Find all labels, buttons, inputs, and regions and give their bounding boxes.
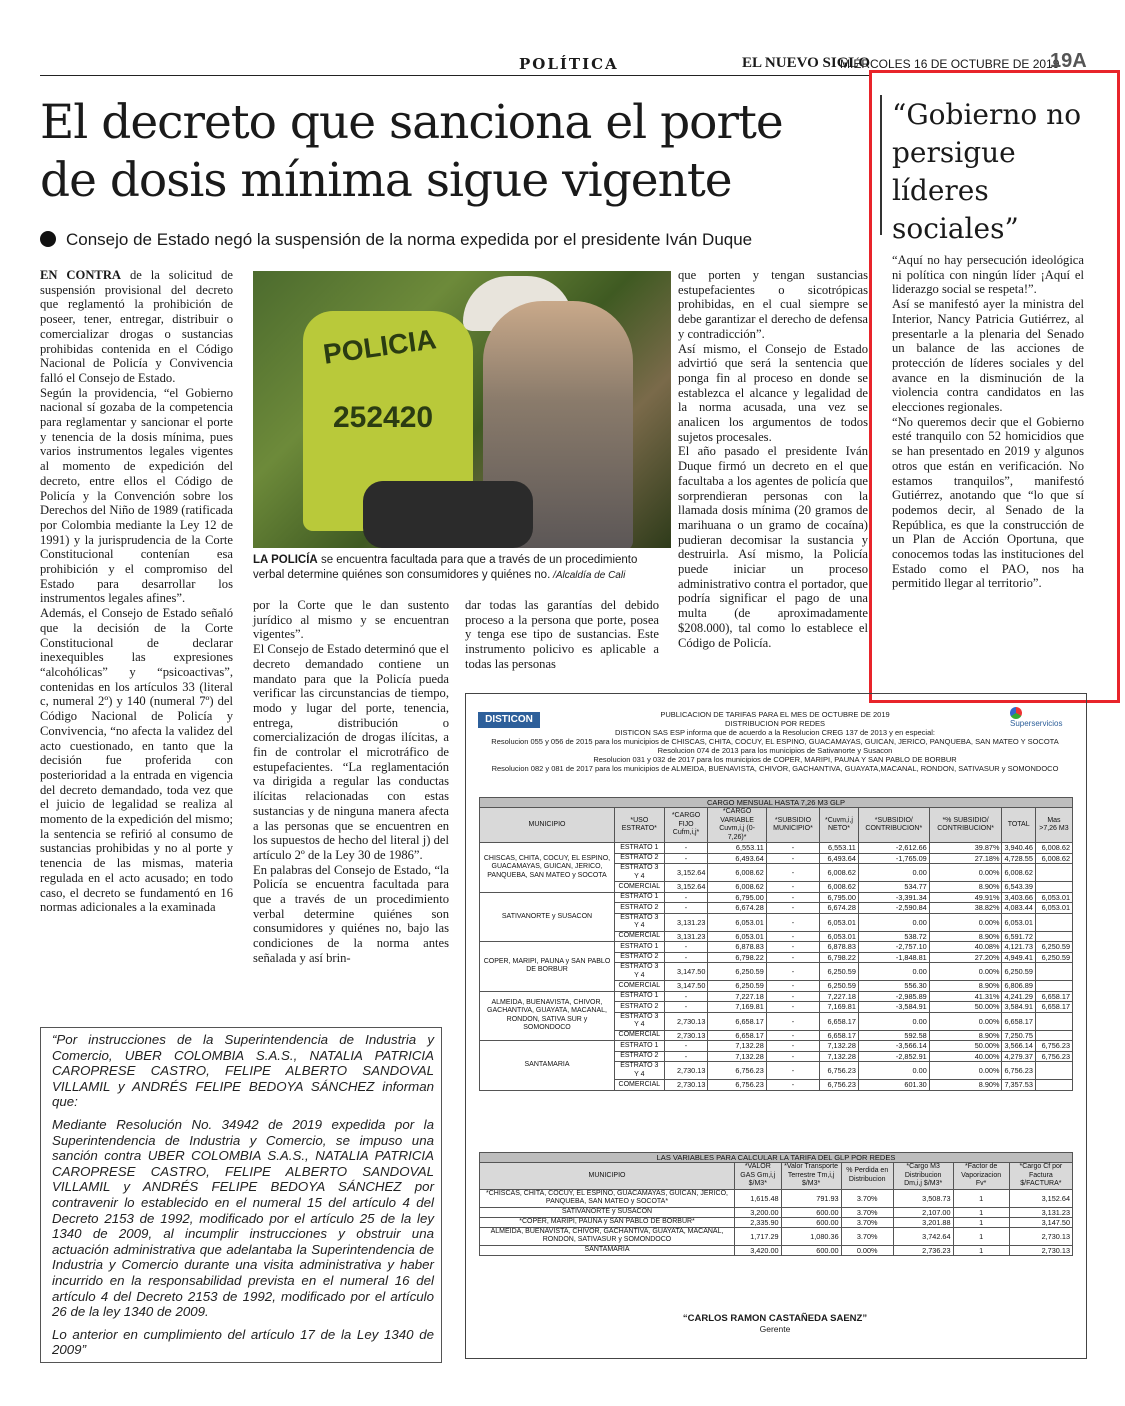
table-cell <box>1035 882 1072 893</box>
table-cell: 6,250.59 <box>820 981 859 992</box>
table-cell: 3,152.64 <box>1009 1189 1072 1207</box>
table-cell: 534.77 <box>858 882 929 893</box>
table-cell <box>1035 1080 1072 1091</box>
subheadline-text: Consejo de Estado negó la suspensión de la norma expedida por el presidente Iván Duque <box>66 230 753 249</box>
table-cell: 8.90% <box>929 1080 1002 1091</box>
signer-name: “CARLOS RAMON CASTAÑEDA SAENZ” <box>682 1313 868 1324</box>
table-cell: COMERCIAL <box>615 981 665 992</box>
table-cell: 39.87% <box>929 843 1002 854</box>
table-cell: - <box>766 1041 819 1052</box>
table-cell: 6,806.89 <box>1002 981 1035 992</box>
table-cell: 7,169.81 <box>708 1002 766 1013</box>
table-cell: - <box>664 991 708 1002</box>
table-cell: 50.00% <box>929 1041 1002 1052</box>
table-cell: 3.70% <box>841 1207 893 1217</box>
table-cell: 6,756.23 <box>1035 1051 1072 1062</box>
table-row <box>480 991 1073 1002</box>
municipio-cell: SANTAMARIA <box>480 1041 615 1091</box>
municipio-cell: COPER, MARIPI, PAUNA y SAN PABLO DE BORBUR <box>480 942 615 992</box>
table-cell: 49.91% <box>929 892 1002 903</box>
table-cell: 38.82% <box>929 903 1002 914</box>
tarifas-title-1: PUBLICACION DE TARIFAS PARA EL MES DE OCTUBRE DE 2019 <box>660 710 890 719</box>
table-cell: 6,658.17 <box>708 1030 766 1041</box>
table-cell: 8.90% <box>929 931 1002 942</box>
table-cell: 0.00 <box>858 1012 929 1030</box>
table-cell: 6,658.17 <box>1002 1012 1035 1030</box>
table-cell: 0.00% <box>929 963 1002 981</box>
table-cell: ESTRATO 1 <box>615 991 665 1002</box>
article-column-2: por la Corte que le dan sustento jurídico al mismo y se encuentran vigentes”. El Consejo de Estado determinó que el decreto demandado contiene un mandato para que la Policía pueda verificar las circunstancias de tiempo, modo y lugar del porte, tenencia, entrega, distribución o comercialización de drogas ilícitas, a fin de controlar el microtráfico de estupefacientes. “La reglamentación va dirigida a regular las conductas ilícitas relacionadas con estas sustancias y de ninguna manera afecta a las personas que se encuentren en los supuestos de hecho del literal j) del artículo 2º de la Ley 30 de 1986”. En palabras del Consejo de Estado, “la Policía se encuentra facultada para que a través de un procedimiento verbal determine quiénes son consumidores y quiénes no, bajo las condiciones de la norma antes señalada y así brin- <box>253 598 449 965</box>
tarifas-title-2: DISTRIBUCION POR REDES <box>724 719 825 728</box>
table-cell: 6,553.11 <box>708 843 766 854</box>
page-number: 19A <box>1050 50 1087 72</box>
table-cell: - <box>664 892 708 903</box>
table-cell: 6,795.00 <box>708 892 766 903</box>
table-cell: - <box>766 903 819 914</box>
signature-block <box>465 1313 1085 1335</box>
table-header-row <box>480 1163 1073 1190</box>
table-cell <box>1035 1012 1072 1030</box>
table-cell: - <box>664 942 708 953</box>
table-row <box>480 1041 1073 1052</box>
tarifas-line-2: Resolucion 055 y 056 de 2015 para los municipios de CHISCAS, CHITA, COCUY, EL ESPINO, GUACAMAYAS, GUICAN, JERICO, PANQUEBA, SAN MATEO Y SOCOTA <box>491 737 1059 746</box>
table-cell: 6,008.62 <box>1035 843 1072 854</box>
table-cell: 592.58 <box>858 1030 929 1041</box>
table-cell: ESTRATO 2 <box>615 1002 665 1013</box>
sidebar-body: “Aquí no hay persecución ideológica ni política con ningún líder ¡Aquí el liderazgo social se respeta!”. Así se manifestó ayer la ministra del Interior, Nancy Patricia Gutiérrez, al presentarle a la plenaria del Senado un balance de las acciones de protección de líderes sociales y del avance en la disminución de la violencia contra candidatos en las elecciones regionales. “No queremos decir que el Gobierno esté tranquilo con 52 homicidios que se han presentado en 2019 y algunos otros que están en verificación. No estamos tranquilos”, manifestó Gutiérrez, anotando que “lo que sí podemos decir, al Senado de la República, es que la construcción de un Plan de Acción Oportuna, que conocemos todas las instituciones del Estado como el PAO, nos ha permitido llegar al territorio”. <box>892 253 1084 591</box>
table-row <box>480 1207 1073 1217</box>
table-cell: 8.90% <box>929 1030 1002 1041</box>
table-cell: 2,730.13 <box>664 1080 708 1091</box>
table-cell: 2,736.23 <box>893 1245 953 1255</box>
table-cell: 6,250.59 <box>1035 942 1072 953</box>
table-cell: 6,756.23 <box>708 1062 766 1080</box>
table-cell: 791.93 <box>781 1189 841 1207</box>
table-cell: -2,590.84 <box>858 903 929 914</box>
notice-paragraph-2: Mediante Resolución No. 34942 de 2019 expedida por la Superintendencia de Industria y Comercio, se impuso una sanción contra UBER COLOMBIA S.A.S., NATALIA PATRICIA CAROPRESE CASTRO, FELIPE ALBERTO SANDOVAL VILLAMIL y ANDRÉS FELIPE BEDOYA SÁNCHEZ por contravenir lo establecido en el numeral 15 del artículo 4 del Decreto 2153 de 1992, modificado por el artículo 25 de la ley 1340 de 2009, al incumplir instrucciones y obstruir una actuación administrativa que adelantaba la Superintendencia de Industria y Comercio durante una visita administrativa y haber incurrido en la responsabilidad prevista en el numeral 16 del artículo 4 del Decreto 2153 de 1992, modificado por el artículo 26 de la ley 1340 de 2009. <box>52 1116 434 1320</box>
table-cell: - <box>664 952 708 963</box>
table-cell: 6,250.59 <box>1035 952 1072 963</box>
column-header: Mas >7,26 M3 <box>1035 808 1072 843</box>
table-cell: 2,730.13 <box>664 1030 708 1041</box>
table-cell: -1,765.09 <box>858 853 929 864</box>
table-cell: 4,241.29 <box>1002 991 1035 1002</box>
table-cell: - <box>766 931 819 942</box>
table-cell: 6,053.01 <box>708 913 766 931</box>
table-cell: -2,612.66 <box>858 843 929 854</box>
table-cell: 40.00% <box>929 1051 1002 1062</box>
article-column-3: dar todas las garantías del debido proceso a la persona que porte, posea y tenga ese tipo de sustancias. Este instrumento policivo es aplicable a todas las personas <box>465 598 659 671</box>
table-cell: 6,493.64 <box>820 853 859 864</box>
table-cell: 6,250.59 <box>1002 963 1035 981</box>
signer-role: Gerente <box>759 1324 791 1334</box>
table-cell: 3,152.64 <box>664 882 708 893</box>
table-cell: 8.90% <box>929 882 1002 893</box>
table-cell <box>1035 1030 1072 1041</box>
newspaper-name: EL NUEVO SIGLO <box>742 55 871 71</box>
table-cell: - <box>766 1080 819 1091</box>
table-cell: -3,566.14 <box>858 1041 929 1052</box>
column-header: % Perdida en Distribucion <box>841 1163 893 1190</box>
table-cell: - <box>664 843 708 854</box>
table-cell: 50.00% <box>929 1002 1002 1013</box>
table-cell: 6,053.01 <box>820 931 859 942</box>
table-cell <box>1035 1062 1072 1080</box>
table-cell: 0.00% <box>841 1245 893 1255</box>
header-rule <box>40 75 870 76</box>
table-cell: ESTRATO 1 <box>615 843 665 854</box>
table-cell: 1 <box>953 1227 1009 1245</box>
table-cell: - <box>766 952 819 963</box>
table-cell: - <box>766 963 819 981</box>
table-cell: - <box>766 853 819 864</box>
variables-title: LAS VARIABLES PARA CALCULAR LA TARIFA DEL GLP POR REDES <box>480 1153 1073 1163</box>
tarifas-header <box>465 710 1085 773</box>
table-cell: 0.00 <box>858 963 929 981</box>
table-cell: 6,053.01 <box>1035 892 1072 903</box>
table-cell: - <box>766 913 819 931</box>
table-cell: - <box>766 1012 819 1030</box>
police-photo <box>253 271 671 548</box>
table-cell: 4,121.73 <box>1002 942 1035 953</box>
tarifas-line-4: Resolucion 031 y 032 de 2017 para los municipios de COPER, MARIPI, PAUNA Y SAN PABLO DE BORBUR <box>593 755 957 764</box>
caption-text: se encuentra facultada para que a través de un procedimiento verbal determine quiénes son consumidores y quiénes no. <box>253 554 638 581</box>
tarifas-line-3: Resolucion 074 de 2013 para los municipios de Sativanorte y Susacon <box>657 746 893 755</box>
cargo-mensual-title: CARGO MENSUAL HASTA 7,26 M3 GLP <box>480 798 1073 808</box>
table-row <box>480 1245 1073 1255</box>
table-cell: - <box>766 882 819 893</box>
table-cell: 1,080.36 <box>781 1227 841 1245</box>
column-header: *Cargo M3 Distribucion Dm,i,j $/M3* <box>893 1163 953 1190</box>
table-cell <box>1035 981 1072 992</box>
quote-rule <box>880 95 882 235</box>
photo-caption <box>253 553 671 583</box>
table-cell: 600.00 <box>781 1217 841 1227</box>
column-header: *% SUBSIDIO/ CONTRIBUCION* <box>929 808 1002 843</box>
notice-paragraph-3: Lo anterior en cumplimiento del artículo 17 de la Ley 1340 de 2009” <box>52 1326 434 1358</box>
tarifas-line-5: Resolucion 082 y 081 de 2017 para los municipios de ALMEIDA, BUENAVISTA, CHIVOR, GACHANTIVA, GUAYATA,MACANAL, RONDON, SATIVASUR y SOMONDOCO <box>491 764 1059 773</box>
table-cell: 601.30 <box>858 1080 929 1091</box>
superservicios-label: Superservicios <box>1010 719 1063 728</box>
subheadline <box>40 230 752 250</box>
table-cell <box>1035 913 1072 931</box>
table-cell: ESTRATO 2 <box>615 1051 665 1062</box>
table-cell: 538.72 <box>858 931 929 942</box>
table-cell: 3.70% <box>841 1217 893 1227</box>
table-cell: 0.00 <box>858 1062 929 1080</box>
issue-date: MIÉRCOLES 16 DE OCTUBRE DE 2019 <box>840 57 1060 71</box>
table-cell: 3,742.64 <box>893 1227 953 1245</box>
column-1-text: de la solicitud de suspensión provisional del decreto que reglamentó la prohibición de poseer, tener, entregar, distribuir o comercializar drogas o sustancias prohibidas contenida en el Código Nacional de Policía y Convivencia falló el Consejo de Estado. Según la providencia, “el Gobierno nacional sí gozaba de la competencia para reglamentar y sancionar el porte y tenencia de la dosis mínima, pues varios instrumentos legales vigentes al momento de expedición del decreto, entre ellos el Código de Policía y la Convención sobre los Derechos del Niño de 1989 (ratificada por Colombia mediante la Ley 12 de 1991) y la jurisprudencia de la Corte Constitucional contenían esa prohibición y el compromiso del Estado para desarrollar los instrumentos legales afines”. Además, el Consejo de Estado señaló que la decisión de la Corte Constitucional de declarar inexequibles las expresiones “alcohólicas” y “psicoactivas”, contenidas en los artículos 33 (literal c, numeral 2º) y 140 (numeral 7º) del Código Nacional de Policía y Convivencia, “no afecta la validez del acto cuestionado, en tanto que la decisión fue proferida con posterioridad a la entrada en vigencia del decreto demandado, toda vez que el juicio de legalidad se realiza al momento de la expedición del mismo; la sentencia se refirió al consumo de sustancias prohibidas y no al porte y tenencia de las mismas, materia regulada en el acto acusado; en todo caso, el decreto se fundamentó en 16 normas adicionales a la examinada <box>40 268 233 915</box>
table-cell: 1 <box>953 1189 1009 1207</box>
table-cell: - <box>766 991 819 1002</box>
table-cell: 6,756.23 <box>708 1080 766 1091</box>
table-row <box>480 1227 1073 1245</box>
table-cell: COMERCIAL <box>615 1030 665 1041</box>
table-row <box>480 1217 1073 1227</box>
table-cell: 3,940.46 <box>1002 843 1035 854</box>
table-cell: ESTRATO 3 Y 4 <box>615 1062 665 1080</box>
table-cell: ESTRATO 1 <box>615 892 665 903</box>
table-cell: SANTAMARIA <box>480 1245 735 1255</box>
bullet-icon <box>40 231 56 247</box>
table-cell: -1,848.81 <box>858 952 929 963</box>
table-cell: 41.31% <box>929 991 1002 1002</box>
table-cell: 2,730.13 <box>664 1062 708 1080</box>
table-cell: 0.00 <box>858 913 929 931</box>
municipio-cell: ALMEIDA, BUENAVISTA, CHIVOR, GACHANTIVA, GUAYATA, MACANAL, RONDON, SATIVA SUR y SOMONDOCO <box>480 991 615 1041</box>
table-cell: 6,543.39 <box>1002 882 1035 893</box>
table-cell: 6,493.64 <box>708 853 766 864</box>
table-cell: -2,852.91 <box>858 1051 929 1062</box>
column-header: *Valor Transporte Terrestre Tm,i,j $/M3* <box>781 1163 841 1190</box>
table-cell: 3,508.73 <box>893 1189 953 1207</box>
table-cell: 1 <box>953 1217 1009 1227</box>
column-header: *Factor de Vaporizacion Fv* <box>953 1163 1009 1190</box>
table-cell <box>1035 963 1072 981</box>
table-cell: 4,728.55 <box>1002 853 1035 864</box>
table-cell: 6,053.01 <box>1002 913 1035 931</box>
table-cell: 6,658.17 <box>1035 991 1072 1002</box>
table-cell: 6,756.23 <box>1035 1041 1072 1052</box>
table-cell: 3,201.88 <box>893 1217 953 1227</box>
table-cell: ESTRATO 1 <box>615 942 665 953</box>
table-cell: 6,008.62 <box>820 864 859 882</box>
table-cell: 7,227.18 <box>708 991 766 1002</box>
table-cell: 3,131.23 <box>664 931 708 942</box>
table-cell: 7,132.28 <box>708 1041 766 1052</box>
table-cell: 7,227.18 <box>820 991 859 1002</box>
disticon-logo: DISTICON <box>478 712 540 728</box>
table-cell: COMERCIAL <box>615 931 665 942</box>
table-cell: 6,008.62 <box>1035 853 1072 864</box>
table-cell: - <box>766 864 819 882</box>
table-cell: 0.00% <box>929 864 1002 882</box>
table-cell: 6,553.11 <box>820 843 859 854</box>
article-column-1 <box>40 268 233 915</box>
table-cell: - <box>766 1062 819 1080</box>
table-cell: - <box>664 1002 708 1013</box>
table-cell: *COPER, MARIPI, PAUNA y SAN PABLO DE BORBUR* <box>480 1217 735 1227</box>
table-cell: ESTRATO 3 Y 4 <box>615 864 665 882</box>
caption-credit: /Alcaldía de Cali <box>550 569 626 581</box>
table-cell: 3.70% <box>841 1227 893 1245</box>
table-row <box>480 892 1073 903</box>
table-cell: 8.90% <box>929 981 1002 992</box>
table-cell: 3,131.23 <box>664 913 708 931</box>
table-cell: 3,200.00 <box>735 1207 782 1217</box>
table-cell: 3,147.50 <box>664 981 708 992</box>
table-cell: 6,674.28 <box>820 903 859 914</box>
column-header: *Cargo Cf por Factura $/FACTURA* <box>1009 1163 1072 1190</box>
section-label: POLÍTICA <box>519 55 619 73</box>
table-cell: - <box>766 1002 819 1013</box>
table-cell: 6,756.23 <box>1002 1062 1035 1080</box>
vest-number: 252420 <box>333 401 434 434</box>
table-cell: 1 <box>953 1245 1009 1255</box>
sidebar-title: “Gobierno no persigue líderes sociales” <box>892 98 1082 245</box>
column-header: MUNICIPIO <box>480 1163 735 1190</box>
table-cell: - <box>766 981 819 992</box>
table-cell: 27.18% <box>929 853 1002 864</box>
table-cell: 556.30 <box>858 981 929 992</box>
table-cell: 3,152.64 <box>664 864 708 882</box>
tarifas-line-1: DISTICON SAS ESP informa que de acuerdo a la Resolucion CREG 137 de 2013 y en especial: <box>614 728 936 737</box>
table-cell <box>1035 864 1072 882</box>
table-cell: ALMEIDA, BUENAVISTA, CHIVOR, GACHANTIVA, GUAYATA, MACANAL, RONDON, SATIVASUR y SOMONDOCO <box>480 1227 735 1245</box>
table-cell: -3,584.91 <box>858 1002 929 1013</box>
column-header: MUNICIPIO <box>480 808 615 843</box>
column-header: *SUBSIDIO/ CONTRIBUCION* <box>858 808 929 843</box>
table-cell: - <box>664 903 708 914</box>
table-cell: ESTRATO 3 Y 4 <box>615 963 665 981</box>
table-cell: 3,566.14 <box>1002 1041 1035 1052</box>
table-cell: 6,008.62 <box>708 882 766 893</box>
table-cell: 4,083.44 <box>1002 903 1035 914</box>
table-cell: 6,658.17 <box>708 1012 766 1030</box>
table-cell: 7,132.28 <box>820 1051 859 1062</box>
table-row <box>480 843 1073 854</box>
table-cell: 0.00% <box>929 1062 1002 1080</box>
table-cell: 7,132.28 <box>820 1041 859 1052</box>
table-cell: - <box>766 1051 819 1062</box>
table-cell: 6,008.62 <box>708 864 766 882</box>
table-cell: -3,391.34 <box>858 892 929 903</box>
table-cell: 6,658.17 <box>820 1030 859 1041</box>
table-cell: 6,250.59 <box>708 963 766 981</box>
table-cell: 3,147.50 <box>664 963 708 981</box>
table-cell: 3.70% <box>841 1189 893 1207</box>
table-cell: ESTRATO 1 <box>615 1041 665 1052</box>
table-cell: 6,795.00 <box>820 892 859 903</box>
table-cell: -2,985.89 <box>858 991 929 1002</box>
sic-notice <box>52 1032 434 1365</box>
table-cell: 1 <box>953 1207 1009 1217</box>
variables-table <box>479 1152 1073 1256</box>
table-row <box>480 942 1073 953</box>
table-cell: ESTRATO 2 <box>615 952 665 963</box>
table-cell: 600.00 <box>781 1207 841 1217</box>
column-header: *USO ESTRATO* <box>615 808 665 843</box>
table-cell: ESTRATO 2 <box>615 853 665 864</box>
cargo-mensual-table <box>479 797 1073 1091</box>
vest-label: POLICIA <box>321 323 439 370</box>
table-cell: 3,420.00 <box>735 1245 782 1255</box>
table-cell: 6,008.62 <box>820 882 859 893</box>
table-cell: 27.20% <box>929 952 1002 963</box>
table-cell: - <box>766 843 819 854</box>
table-cell: 7,357.53 <box>1002 1080 1035 1091</box>
table-cell <box>1035 931 1072 942</box>
column-header: *CARGO FIJO Cufm,i,j* <box>664 808 708 843</box>
table-cell: 6,878.83 <box>708 942 766 953</box>
table-cell: 600.00 <box>781 1245 841 1255</box>
table-cell: 3,131.23 <box>1009 1207 1072 1217</box>
table-cell: - <box>664 1051 708 1062</box>
column-header: TOTAL <box>1002 808 1035 843</box>
table-cell: 0.00% <box>929 913 1002 931</box>
table-row <box>480 1189 1073 1207</box>
table-cell: COMERCIAL <box>615 1080 665 1091</box>
table-cell: 6,250.59 <box>708 981 766 992</box>
table-cell: 6,756.23 <box>820 1062 859 1080</box>
table-cell: 2,730.13 <box>1009 1227 1072 1245</box>
article-column-4: que porten y tengan sustancias estupefacientes o sicotrópicas prohibidas, en el cual siempre se debe garantizar el derecho de defensa y contradicción”. Así mismo, el Consejo de Estado advirtió que será la sentencia que ponga fin al proceso en donde se establezca el alcance y legalidad de la norma acusada, una vez se analicen los argumentos de todos sujetos procesales. El año pasado el presidente Iván Duque firmó un decreto en el que facultaba a los agentes de policía que sorprendieran personas con la llamada dosis mínima (20 gramos de marihuana o un gramo de cocaína) pudieran decomisar la sustancia y destruirla. Así mismo, la Policía puede iniciar un proceso administrativo contra el portador, que podría significar el pago de una multa (de aproximadamente $208.000), tal como lo establece el Código de Policía. <box>678 268 868 650</box>
table-cell: ESTRATO 3 Y 4 <box>615 913 665 931</box>
table-cell: - <box>766 1030 819 1041</box>
table-cell: - <box>664 853 708 864</box>
table-cell: 40.08% <box>929 942 1002 953</box>
table-cell: -2,757.10 <box>858 942 929 953</box>
table-cell: - <box>766 892 819 903</box>
table-cell: 1,615.48 <box>735 1189 782 1207</box>
notice-paragraph-1: “Por instrucciones de la Superintendencia de Industria y Comercio, UBER COLOMBIA S.A.S., NATALIA PATRICIA CAROPRESE CASTRO, FELIPE ALBERTO SANDOVAL VILLAMIL y ANDRÉS FELIPE BEDOYA SÁNCHEZ informan que: <box>52 1032 434 1110</box>
table-cell: 2,730.13 <box>664 1012 708 1030</box>
table-header-row <box>480 808 1073 843</box>
table-cell: 6,053.01 <box>1035 903 1072 914</box>
municipio-cell: SATIVANORTE y SUSACON <box>480 892 615 942</box>
table-cell: 4,279.37 <box>1002 1051 1035 1062</box>
column-header: *VALOR GAS Gm,i,j $/M3* <box>735 1163 782 1190</box>
table-cell: - <box>766 942 819 953</box>
lead-in: EN CONTRA <box>40 268 122 282</box>
table-cell: 6,798.22 <box>708 952 766 963</box>
municipio-cell: CHISCAS, CHITA, COCUY, EL ESPINO, GUACAMAYAS, GUICAN, JERICO, PANQUEBA, SAN MATEO y SOCOTA <box>480 843 615 893</box>
table-cell: 6,798.22 <box>820 952 859 963</box>
caption-lead: LA POLICÍA <box>253 554 318 566</box>
waist-bag <box>363 481 533 548</box>
table-cell: 3,147.50 <box>1009 1217 1072 1227</box>
table-cell: 2,107.00 <box>893 1207 953 1217</box>
table-cell: 6,658.17 <box>1035 1002 1072 1013</box>
table-cell: 0.00 <box>858 864 929 882</box>
table-cell: 0.00% <box>929 1012 1002 1030</box>
table-cell: COMERCIAL <box>615 882 665 893</box>
table-cell: 6,756.23 <box>820 1080 859 1091</box>
table-cell: 7,132.28 <box>708 1051 766 1062</box>
table-cell: SATIVANORTE y SUSACON <box>480 1207 735 1217</box>
table-cell: ESTRATO 2 <box>615 903 665 914</box>
table-cell: 6,658.17 <box>820 1012 859 1030</box>
column-header: *SUBSIDIO MUNICIPIO* <box>766 808 819 843</box>
table-cell: 2,730.13 <box>1009 1245 1072 1255</box>
headline: El decreto que sanciona el porte de dosis mínima sigue vigente <box>40 95 783 208</box>
table-cell: 6,053.01 <box>708 931 766 942</box>
table-cell: 3,403.66 <box>1002 892 1035 903</box>
table-cell: 6,053.01 <box>820 913 859 931</box>
table-cell: 2,335.90 <box>735 1217 782 1227</box>
column-header: *CARGO VARIABLE Cuvm,i,j (0-7,26)* <box>708 808 766 843</box>
table-cell: 7,250.75 <box>1002 1030 1035 1041</box>
table-cell: 6,878.83 <box>820 942 859 953</box>
table-cell: 4,949.41 <box>1002 952 1035 963</box>
table-cell: 6,250.59 <box>820 963 859 981</box>
table-cell: 7,169.81 <box>820 1002 859 1013</box>
table-cell: ESTRATO 3 Y 4 <box>615 1012 665 1030</box>
table-cell: 6,008.62 <box>1002 864 1035 882</box>
table-cell: 6,674.28 <box>708 903 766 914</box>
table-cell: *CHISCAS, CHITA, COCUY, EL ESPINO, GUACAMAYAS, GUICAN, JERICO, PANQUEBA, SAN MATEO y SOCOTA* <box>480 1189 735 1207</box>
table-cell: - <box>664 1041 708 1052</box>
column-header: *Cuvm,i,j NETO* <box>820 808 859 843</box>
table-cell: 3,584.91 <box>1002 1002 1035 1013</box>
table-cell: 1,717.29 <box>735 1227 782 1245</box>
table-cell: 6,591.72 <box>1002 931 1035 942</box>
